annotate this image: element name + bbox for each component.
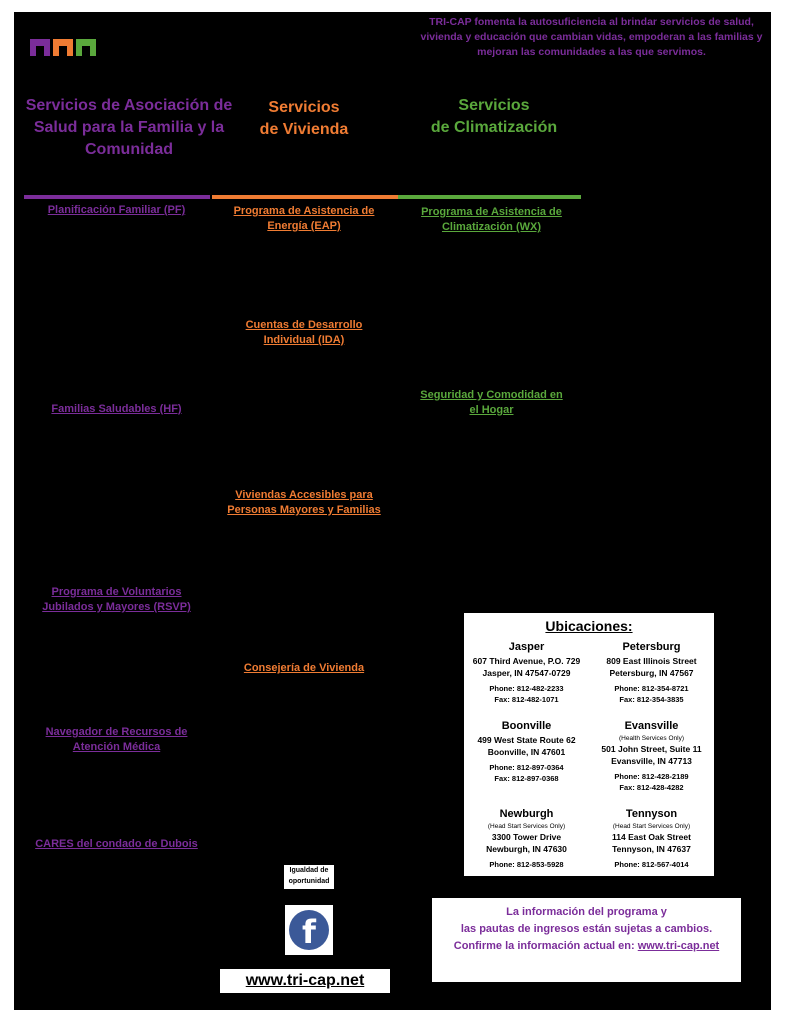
program-counseling-link[interactable]: Consejería de Vivienda bbox=[243, 662, 365, 674]
program-eap-link[interactable]: Programa de Asistencia de Energía (EAP) bbox=[233, 205, 375, 232]
location-tennyson: Tennyson (Head Start Services Only) 114 East Oak Street Tennyson, IN 47637 Phone: 812-567-4014 bbox=[612, 808, 691, 869]
program-pf-link[interactable]: Planificación Familiar (PF) bbox=[47, 204, 186, 216]
location-boonville: Boonville 499 West State Route 62 Boonville, IN 47601 Phone: 812-897-0364 Fax: 812-897-0368 bbox=[477, 720, 576, 783]
facebook-link[interactable] bbox=[285, 905, 333, 955]
program-info-box: La información del programa y las pautas de ingresos están sujetas a cambios. Confirme la información actual en: www.tri-cap.net bbox=[432, 898, 741, 982]
location-evansville: Evansville (Health Services Only) 501 John Street, Suite 11 Evansville, IN 47713 Phone: 812-428-2189 Fax: 812-428-4282 bbox=[601, 720, 702, 792]
info-website-link[interactable]: www.tri-cap.net bbox=[637, 940, 720, 952]
equal-opportunity-label: Igualdad de oportunidad bbox=[284, 865, 334, 889]
locations-box bbox=[464, 613, 714, 876]
program-ida-link[interactable]: Cuentas de Desarrollo Individual (IDA) bbox=[245, 319, 363, 346]
location-jasper: Jasper 607 Third Avenue, P.O. 729 Jasper, IN 47547-0729 Phone: 812-482-2233 Fax: 812-482-1071 bbox=[472, 641, 581, 704]
tricap-logo bbox=[30, 39, 99, 61]
facebook-icon: f bbox=[289, 910, 329, 950]
program-cares-link[interactable]: CARES del condado de Dubois bbox=[35, 838, 198, 850]
program-housing-link[interactable]: Viviendas Accesibles para Personas Mayores y Familias bbox=[227, 489, 381, 516]
website-link[interactable]: www.tri-cap.net bbox=[220, 969, 390, 993]
locations-title: Ubicaciones: bbox=[545, 618, 633, 634]
weatherization-divider bbox=[398, 195, 581, 199]
weatherization-services-heading: Servicios de Climatización bbox=[430, 97, 558, 136]
health-divider bbox=[24, 195, 210, 199]
program-rsvp-link[interactable]: Programa de Voluntarios Jubilados y Mayores (RSVP) bbox=[42, 586, 191, 613]
location-newburgh: Newburgh (Head Start Services Only) 3300 Tower Drive Newburgh, IN 47630 Phone: 812-853-5928 bbox=[486, 808, 567, 869]
tagline: TRI-CAP fomenta la autosuficiencia al brindar servicios de salud, vivienda y educación que cambian vidas, empoderan a las familias y mejoran las comunidades a las que servimos. bbox=[420, 16, 763, 58]
program-hf-link[interactable]: Familias Saludables (HF) bbox=[51, 403, 182, 415]
program-safety-link[interactable]: Seguridad y Comodidad en el Hogar bbox=[420, 389, 563, 416]
program-navigator-link[interactable]: Navegador de Recursos de Atención Médica bbox=[45, 726, 188, 753]
health-services-heading: Servicios de Asociación de Salud para la Familia y la Comunidad bbox=[25, 97, 233, 158]
housing-services-heading: Servicios de Vivienda bbox=[259, 99, 349, 138]
location-petersburg: Petersburg 809 East Illinois Street Petersburg, IN 47567 Phone: 812-354-8721 Fax: 812-354-3835 bbox=[606, 641, 697, 704]
flyer-page bbox=[14, 12, 771, 1010]
housing-divider bbox=[212, 195, 398, 199]
program-wx-link[interactable]: Programa de Asistencia de Climatización (WX) bbox=[421, 206, 562, 233]
